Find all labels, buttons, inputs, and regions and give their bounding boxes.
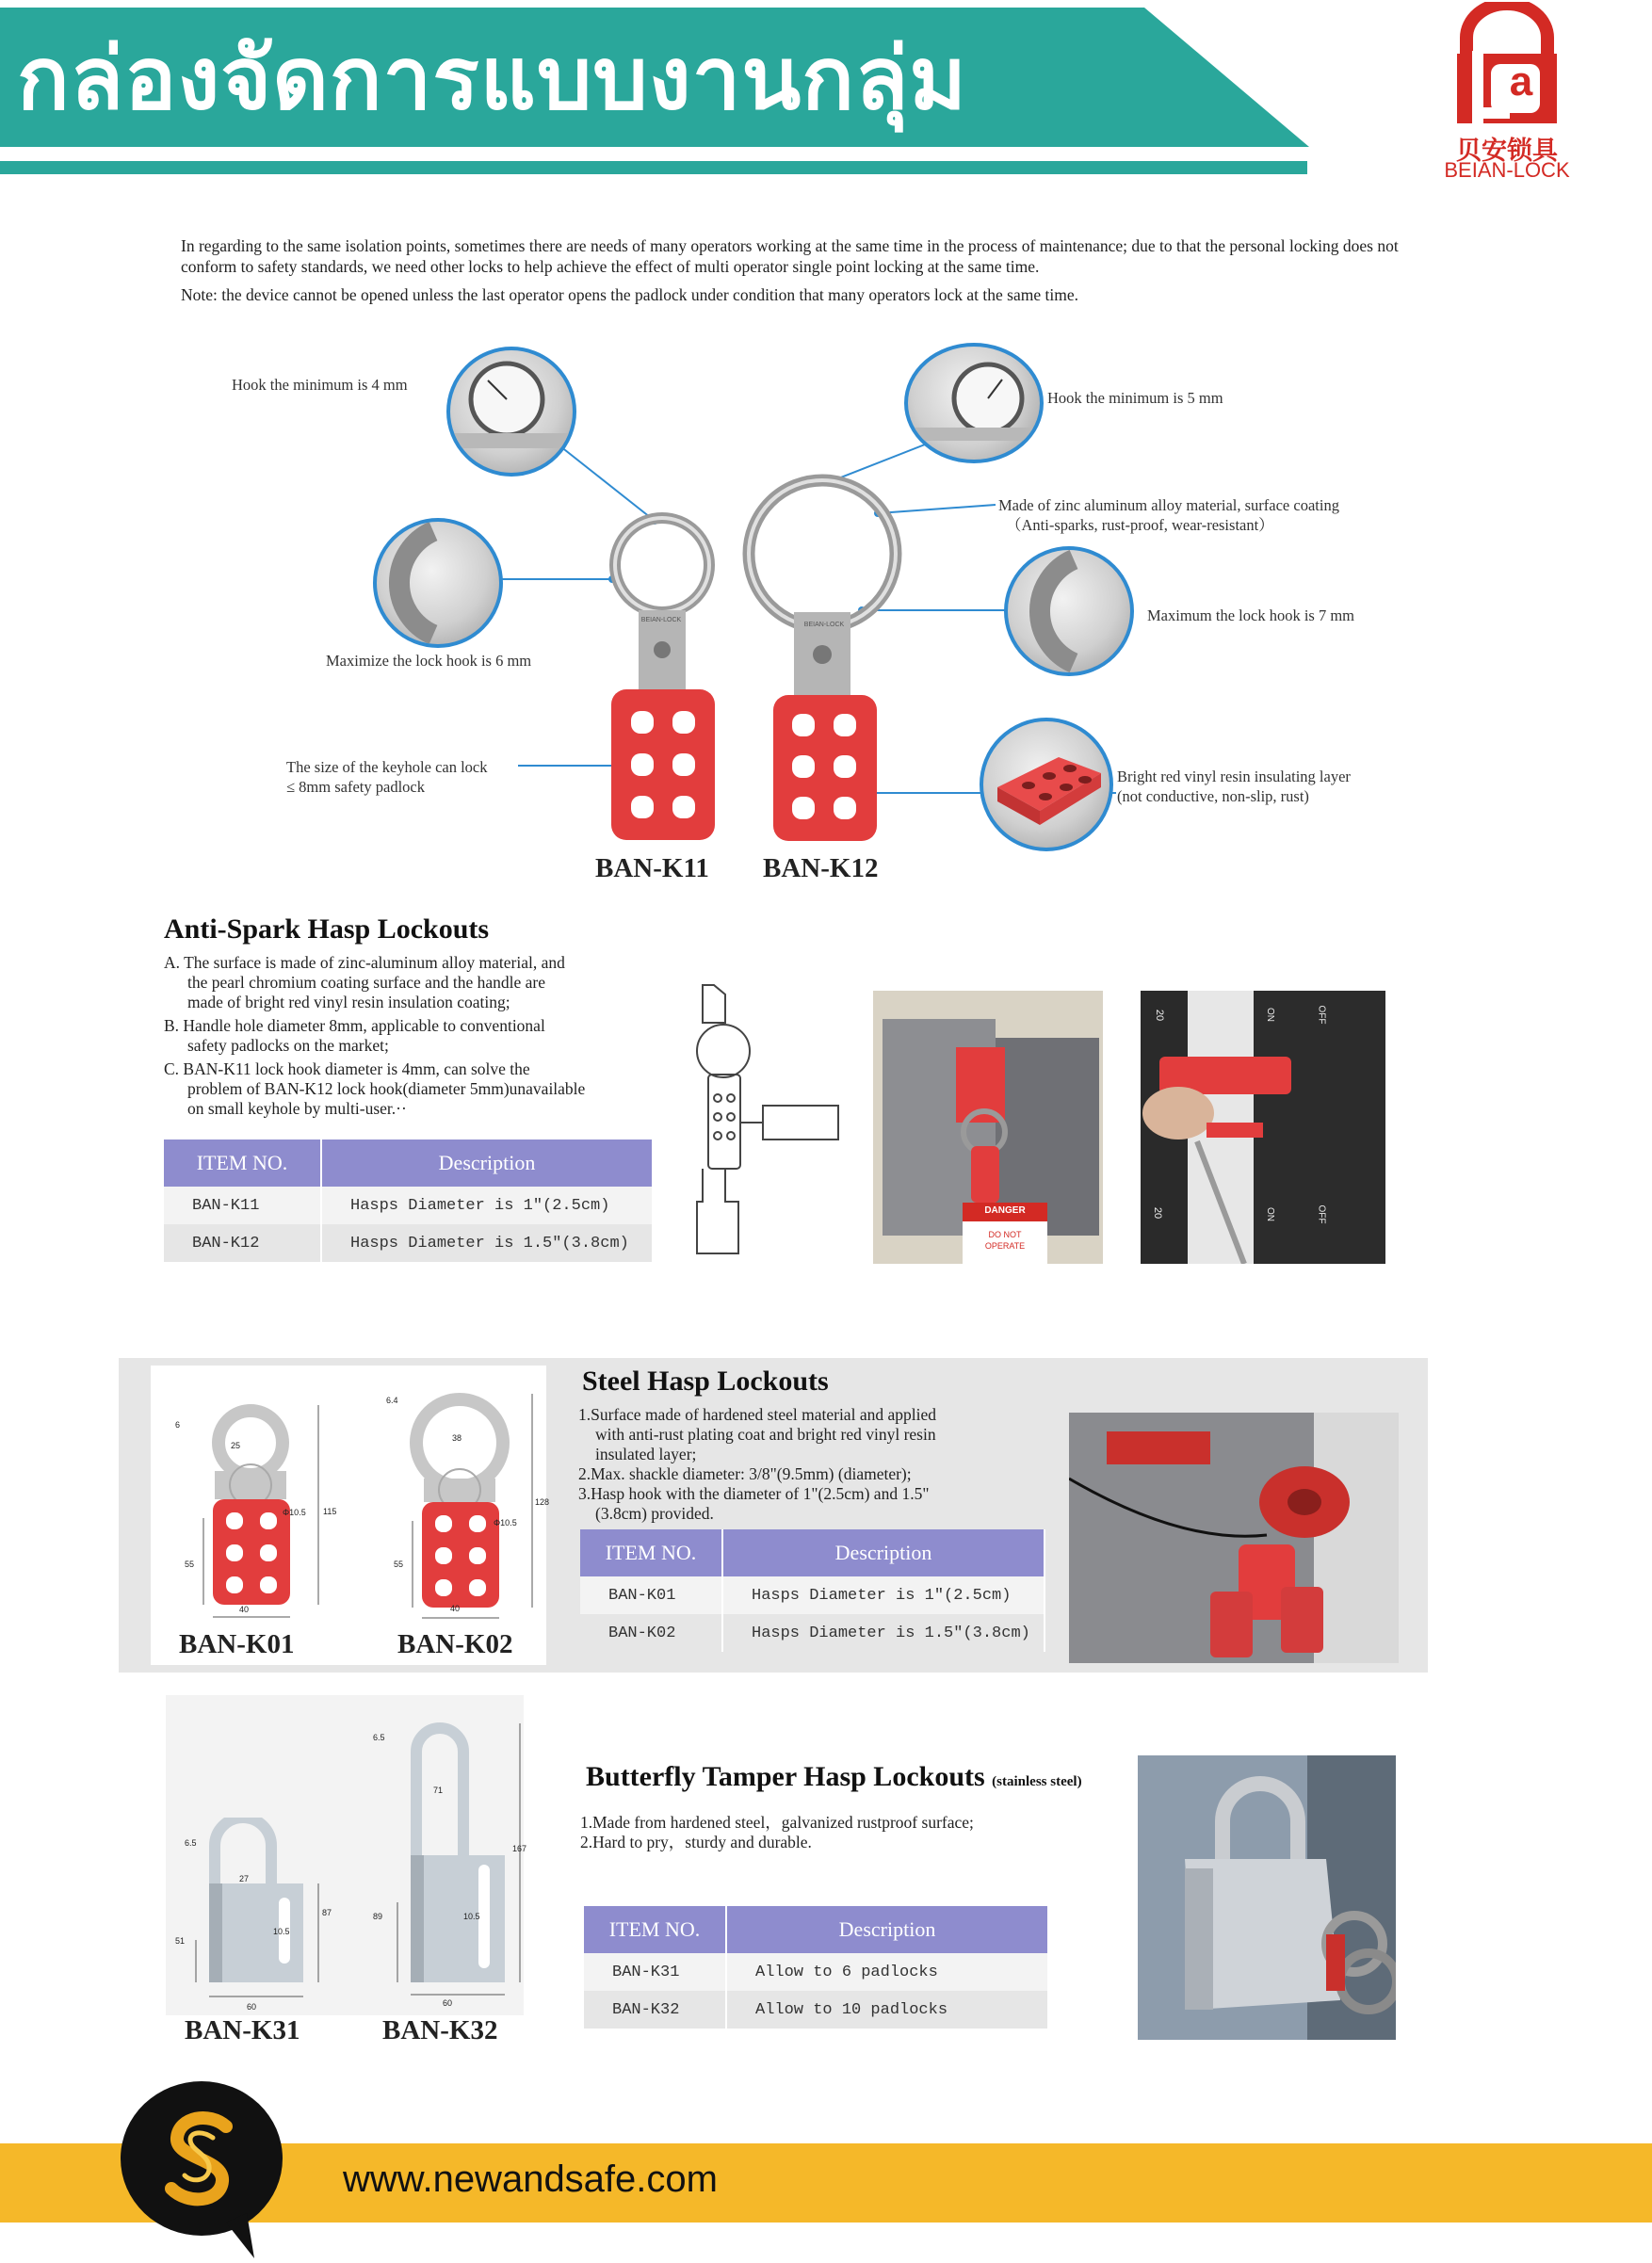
anti-spark-features — [164, 953, 654, 1119]
dim-k31-slot: 10.5 — [273, 1927, 290, 1936]
callout-max-hook-6mm: Maximize the lock hook is 6 mm — [326, 652, 532, 670]
callout-hook-min-4mm: Hook the minimum is 4 mm — [232, 376, 408, 394]
callout-vinyl-line1: Bright red vinyl resin insulating layer — [1117, 768, 1351, 785]
model-label-k31: BAN-K31 — [185, 2015, 300, 2045]
hook-detail-k12 — [1004, 546, 1134, 676]
dim-k01-height: 115 — [323, 1507, 337, 1516]
feature-c-line1: C. BAN-K11 lock hook diameter is 4mm, can solve the — [164, 1059, 530, 1078]
dim-k01-top: 6 — [175, 1420, 181, 1430]
breaker-label-on-top: ON — [1265, 1008, 1275, 1022]
item-cell: BAN-K11 — [164, 1187, 321, 1224]
table-row — [164, 1187, 653, 1224]
butterfly-features — [580, 1813, 1051, 1852]
gauge-dial-icon — [450, 350, 573, 473]
steel-line4: 2.Max. shackle diameter: 3/8"(9.5mm) (diameter); — [578, 1464, 912, 1483]
table-row — [580, 1576, 1045, 1614]
anti-spark-title: Anti-Spark Hasp Lockouts — [164, 913, 490, 945]
brand-english: BEIAN-LOCK — [1444, 158, 1570, 182]
page-title: กล่องจัดการแบบงานกลุ่ม — [17, 31, 967, 127]
dim-k02-diameter: 38 — [452, 1433, 462, 1443]
intro-note: Note: the device cannot be opened unless the last operator opens the padlock under condition that many operators lock at the same time. — [181, 285, 1078, 304]
vinyl-handle-detail — [980, 718, 1113, 851]
dim-k31-inner: 27 — [239, 1874, 250, 1883]
dim-k01-diameter: 25 — [231, 1441, 241, 1450]
item-cell: BAN-K02 — [580, 1614, 722, 1652]
callout-material-line1: Made of zinc aluminum alloy material, surface coating — [998, 496, 1339, 514]
callout-material — [998, 495, 1339, 535]
steel-spec-table — [580, 1529, 1045, 1652]
item-cell: BAN-K32 — [584, 1991, 726, 2029]
butterfly-spec-table — [584, 1906, 1049, 2029]
k11-engraving: BEIAN-LOCK — [640, 617, 682, 623]
callout-max-hook-7mm: Maximum the lock hook is 7 mm — [1147, 606, 1354, 624]
steel-line1: 1.Surface made of hardened steel material and applied — [578, 1405, 936, 1424]
steel-line5: 3.Hasp hook with the diameter of 1"(2.5cm) and 1.5" — [578, 1484, 930, 1503]
table-row — [584, 1953, 1048, 1991]
callout-keyhole-line2: ≤ 8mm safety padlock — [286, 778, 425, 796]
dim-k32-height: 167 — [512, 1844, 527, 1853]
breaker-label-20-top: 20 — [1154, 1009, 1166, 1022]
steel-features — [578, 1405, 1030, 1524]
feature-b-line2: safety padlocks on the market; — [187, 1036, 389, 1055]
butterfly-title-note: (stainless steel) — [992, 1774, 1082, 1789]
breaker-label-on-bottom: ON — [1265, 1207, 1275, 1221]
breaker-panel-photo — [873, 991, 1103, 1264]
model-label-k01: BAN-K01 — [179, 1629, 295, 1659]
desc-cell: Hasps Diameter is 1.5″(3.8cm) — [321, 1224, 653, 1262]
callout-keyhole — [286, 757, 488, 797]
dim-k01-hole: Φ10.5 — [283, 1508, 306, 1517]
callout-vinyl-line2: (not conductive, non-slip, rust) — [1117, 787, 1309, 805]
dim-k02-top: 6.4 — [386, 1396, 398, 1405]
feature-b-line1: B. Handle hole diameter 8mm, applicable to conventional — [164, 1016, 545, 1035]
dim-k32-top: 6.5 — [373, 1733, 385, 1742]
header-underline — [0, 161, 1307, 174]
footer-url-link[interactable]: www.newandsafe.com — [343, 2158, 718, 2200]
model-label-k11: BAN-K11 — [595, 853, 709, 883]
callout-hook-min-5mm: Hook the minimum is 5 mm — [1047, 389, 1223, 407]
feature-c-line2: problem of BAN-K12 lock hook(diameter 5mm)unavailable — [187, 1079, 586, 1098]
steel-line6: (3.8cm) provided. — [595, 1504, 714, 1523]
table-row — [584, 1991, 1048, 2029]
dim-k31-height: 87 — [322, 1908, 332, 1917]
logo-letter: a — [1509, 58, 1533, 105]
col-item-no: ITEM NO. — [164, 1140, 321, 1187]
dim-k31-top: 6.5 — [185, 1838, 197, 1848]
tag-operate: OPERATE — [984, 1241, 1026, 1251]
panel-photo-scene — [873, 991, 1103, 1264]
dim-k32-lower: 89 — [373, 1912, 383, 1921]
breaker-label-20-bottom: 20 — [1152, 1206, 1164, 1220]
hasp-k11-image — [603, 509, 735, 843]
butterfly-photo-scene — [1138, 1755, 1396, 2040]
hook-curve-icon — [377, 522, 499, 644]
feature-a-line1: A. The surface is made of zinc-aluminum alloy material, and — [164, 953, 565, 972]
dim-k01-lower: 55 — [185, 1560, 195, 1569]
col-description: Description — [321, 1140, 653, 1187]
butterfly-title — [586, 1761, 1082, 1793]
table-row — [580, 1614, 1045, 1652]
dim-k02-lower: 55 — [394, 1560, 404, 1569]
steel-hasp-photo — [1069, 1413, 1399, 1663]
anti-spark-spec-table — [164, 1140, 654, 1262]
dim-k31-width: 60 — [247, 2002, 257, 2012]
feature-a-line3: made of bright red vinyl resin insulation coating; — [187, 993, 510, 1011]
dim-k02-hole: Φ10.5 — [494, 1518, 517, 1528]
col-item-no: ITEM NO. — [580, 1529, 722, 1576]
callout-vinyl — [1117, 767, 1351, 806]
col-description: Description — [722, 1529, 1045, 1576]
hasp-line-drawing — [669, 966, 857, 1268]
dim-k31-lower: 51 — [175, 1936, 186, 1946]
gauge-dial-icon — [908, 347, 1040, 460]
table-row — [164, 1224, 653, 1262]
butterfly-k31-drawing — [177, 1818, 328, 2006]
model-label-k12: BAN-K12 — [763, 853, 879, 883]
callout-material-line2: （Anti-sparks, rust-proof, wear-resistant） — [1006, 516, 1274, 534]
butterfly-line1: 1.Made from hardened steel，galvanized rustproof surface; — [580, 1813, 974, 1832]
desc-cell: Hasps Diameter is 1″(2.5cm) — [321, 1187, 653, 1224]
feature-c-line3: on small keyhole by multi-user.·· — [187, 1099, 407, 1118]
desc-cell: Hasps Diameter is 1.5″(3.8cm) — [722, 1614, 1045, 1652]
intro-text — [181, 235, 1433, 313]
item-cell: BAN-K12 — [164, 1224, 321, 1262]
newandsafe-logo-icon — [115, 2072, 289, 2260]
butterfly-hasp-photo — [1138, 1755, 1396, 2040]
caliper-detail-k11 — [446, 347, 576, 477]
butterfly-title-text: Butterfly Tamper Hasp Lockouts — [586, 1761, 985, 1792]
item-cell: BAN-K31 — [584, 1953, 726, 1991]
dim-k32-inner: 71 — [433, 1786, 444, 1795]
red-handle-icon — [983, 721, 1109, 848]
steel-title: Steel Hasp Lockouts — [582, 1366, 829, 1397]
feature-a-line2: the pearl chromium coating surface and the handle are — [187, 973, 545, 992]
model-label-k32: BAN-K32 — [382, 2015, 498, 2045]
intro-paragraph: In regarding to the same isolation points, sometimes there are needs of many operators working at the same time in the process of maintenance; due to that the personal locking does not conform to safety standards, we need other locks to help achieve the effect of multi operator single point locking at the same time. — [181, 236, 1399, 276]
hasp-k12-image — [739, 471, 909, 843]
breaker-photo-scene — [1141, 991, 1385, 1264]
dim-k02-height: 128 — [535, 1497, 550, 1507]
tag-danger: DANGER — [984, 1205, 1026, 1216]
steel-line2: with anti-rust plating coat and bright red vinyl resin — [595, 1425, 936, 1444]
hook-detail-k11 — [373, 518, 503, 648]
steel-k02-drawing — [377, 1384, 546, 1622]
dim-k02-width: 40 — [450, 1604, 461, 1613]
dim-k32-slot: 10.5 — [463, 1912, 480, 1921]
hook-curve-icon — [1008, 550, 1130, 672]
callout-keyhole-line1: The size of the keyhole can lock — [286, 758, 488, 776]
butterfly-k32-drawing — [369, 1714, 529, 2006]
dim-k32-width: 60 — [443, 1998, 453, 2008]
breaker-switch-photo — [1141, 991, 1385, 1264]
steel-photo-scene — [1069, 1413, 1399, 1663]
breaker-label-off-top: OFF — [1316, 1005, 1327, 1025]
item-cell: BAN-K01 — [580, 1576, 722, 1614]
model-label-k02: BAN-K02 — [397, 1629, 513, 1659]
k12-engraving: BEIAN-LOCK — [803, 622, 845, 628]
steel-k01-drawing — [168, 1396, 337, 1622]
steel-line3: insulated layer; — [595, 1445, 697, 1463]
brand-chinese: 贝安锁具 — [1456, 137, 1558, 166]
caliper-detail-k12 — [904, 343, 1044, 463]
tag-do-not: DO NOT — [988, 1230, 1022, 1239]
desc-cell: Allow to 6 padlocks — [726, 1953, 1048, 1991]
desc-cell: Allow to 10 padlocks — [726, 1991, 1048, 2029]
breaker-label-off-bottom: OFF — [1316, 1204, 1327, 1224]
butterfly-line2: 2.Hard to pry，sturdy and durable. — [580, 1833, 812, 1851]
dim-k01-width: 40 — [239, 1605, 250, 1614]
col-item-no: ITEM NO. — [584, 1906, 726, 1953]
desc-cell: Hasps Diameter is 1″(2.5cm) — [722, 1576, 1045, 1614]
col-description: Description — [726, 1906, 1048, 1953]
